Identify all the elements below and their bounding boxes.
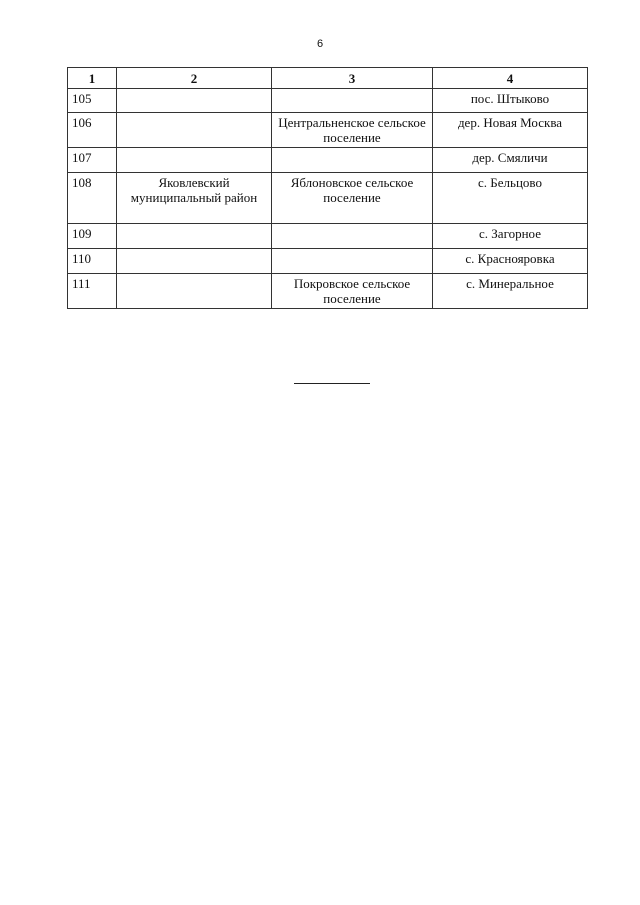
- settlement-cell: Центральненское сельское поселение: [272, 113, 433, 148]
- district-cell: [117, 274, 272, 309]
- table-body: [68, 89, 588, 309]
- row-number: 108: [68, 173, 117, 224]
- table-row: [68, 113, 588, 148]
- table-header-row: [68, 68, 588, 89]
- district-cell: [117, 224, 272, 249]
- village-cell: с. Краснояровка: [433, 249, 588, 274]
- district-cell: Яковлевский муниципальный район: [117, 173, 272, 224]
- district-cell: [117, 89, 272, 113]
- village-cell: с. Минеральное: [433, 274, 588, 309]
- table-header: [68, 68, 588, 89]
- settlement-cell: [272, 224, 433, 249]
- settlement-cell: Яблоновское сельское поселение: [272, 173, 433, 224]
- settlement-cell: [272, 249, 433, 274]
- village-cell: с. Загорное: [433, 224, 588, 249]
- table-row: [68, 89, 588, 113]
- table-row: [68, 249, 588, 274]
- village-cell: с. Бельцово: [433, 173, 588, 224]
- settlements-table: [67, 67, 588, 309]
- table-row: [68, 224, 588, 249]
- row-number: 106: [68, 113, 117, 148]
- header-col-3: 3: [272, 68, 433, 89]
- village-cell: дер. Смяличи: [433, 148, 588, 173]
- table-row: [68, 173, 588, 224]
- village-cell: дер. Новая Москва: [433, 113, 588, 148]
- row-number: 105: [68, 89, 117, 113]
- page-number: 6: [316, 38, 324, 50]
- table-row: [68, 148, 588, 173]
- row-number: 109: [68, 224, 117, 249]
- district-cell: [117, 148, 272, 173]
- row-number: 107: [68, 148, 117, 173]
- settlement-cell: Покровское сельское поселение: [272, 274, 433, 309]
- end-of-document-line: [294, 383, 370, 384]
- header-col-1: 1: [68, 68, 117, 89]
- row-number: 110: [68, 249, 117, 274]
- district-cell: [117, 249, 272, 274]
- table-row: [68, 274, 588, 309]
- district-cell: [117, 113, 272, 148]
- settlement-cell: [272, 89, 433, 113]
- settlement-cell: [272, 148, 433, 173]
- row-number: 111: [68, 274, 117, 309]
- village-cell: пос. Штыково: [433, 89, 588, 113]
- header-col-4: 4: [433, 68, 588, 89]
- header-col-2: 2: [117, 68, 272, 89]
